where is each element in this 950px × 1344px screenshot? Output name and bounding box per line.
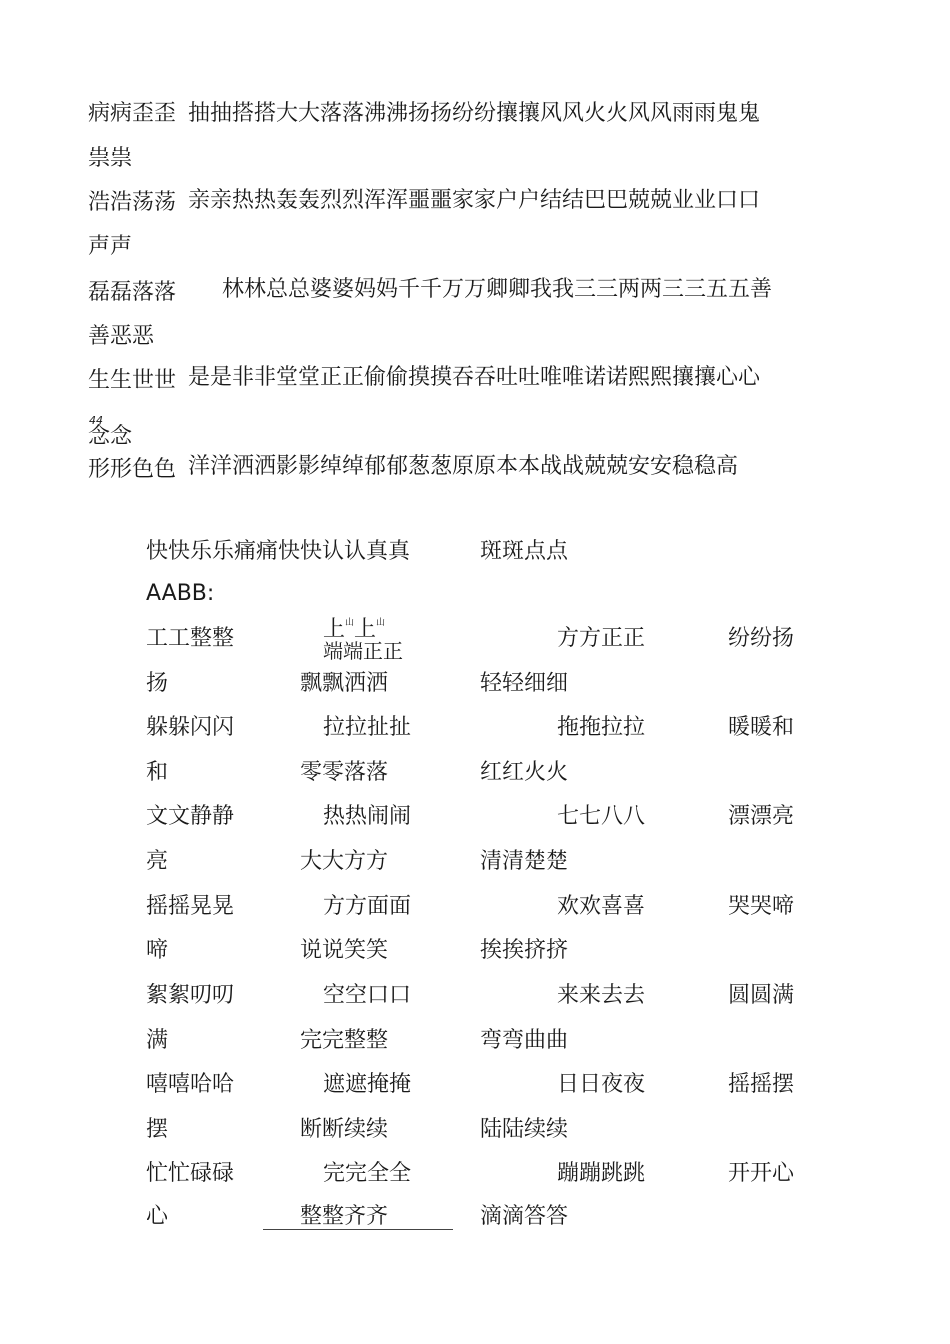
idiom-cell: 摆 <box>146 1117 169 1142</box>
idiom-cell: 啼 <box>146 938 169 963</box>
idiom-group-right: 是是非非堂堂正正偷偷摸摸吞吞吐吐唯唯诺诺熙熙攘攘心心 <box>188 365 761 390</box>
idiom-cell: 七七八八 <box>557 804 646 829</box>
idiom-cell: 和 <box>146 760 169 785</box>
idiom-cell: 漂漂亮 <box>728 804 795 829</box>
idiom-cell: 热热闹闹 <box>323 804 412 829</box>
idiom-cell: 蹦蹦跳跳 <box>557 1161 646 1186</box>
idiom-group-left: 生生世世 <box>88 368 177 393</box>
garbled-glyph: 上 <box>354 617 377 642</box>
idiom-cell: 零零落落 <box>300 760 389 785</box>
idiom-cell: 嘻嘻哈哈 <box>146 1072 235 1097</box>
idiom-cell: 拖拖拉拉 <box>557 715 646 740</box>
idiom-cell: 絮絮叨叨 <box>146 983 235 1008</box>
idiom-cell: 暖暖和 <box>728 715 795 740</box>
idiom-cell: 圆圆满 <box>728 983 795 1008</box>
idiom-cell: 来来去去 <box>557 983 646 1008</box>
garbled-text: 端端正正 <box>323 639 403 663</box>
idiom-group-left: 病病歪歪 <box>88 101 177 126</box>
idiom-group-continuation: 祟祟 <box>88 146 133 171</box>
idiom-group-right: 亲亲热热轰轰烈烈浑浑噩噩家家户户结结巴巴兢兢业业口口 <box>188 188 761 213</box>
idiom-cell: 忙忙碌碌 <box>146 1161 235 1186</box>
idiom-cell: 满 <box>146 1028 169 1053</box>
intro-idioms-extra: 斑斑点点 <box>480 539 569 564</box>
idiom-cell: 断断续续 <box>300 1117 389 1142</box>
idiom-group-continuation: 善恶恶 <box>88 324 155 349</box>
idiom-cell: 欢欢喜喜 <box>557 894 646 919</box>
idiom-group-right: 林林总总婆婆妈妈千千万万卿卿我我三三两两三三五五善 <box>222 277 773 302</box>
idiom-cell: 方方面面 <box>323 894 412 919</box>
idiom-cell: 哭哭啼 <box>728 894 795 919</box>
idiom-cell: 弯弯曲曲 <box>480 1028 569 1053</box>
idiom-cell: 工工整整 <box>146 626 235 651</box>
idiom-cell: 遮遮掩掩 <box>323 1072 412 1097</box>
footnote-mark: 44 <box>89 414 103 427</box>
idiom-cell: 整整齐齐 <box>300 1204 389 1229</box>
idiom-cell: 说说笑笑 <box>300 938 389 963</box>
idiom-cell: 完完整整 <box>300 1028 389 1053</box>
intro-idioms: 快快乐乐痛痛快快认认真真 <box>146 539 411 564</box>
idiom-group-left: 浩浩荡荡 <box>88 190 177 215</box>
idiom-cell: 摇摇摆 <box>728 1072 795 1097</box>
idiom-group-continuation: 念念 <box>88 424 133 449</box>
idiom-cell: 亮 <box>146 849 169 874</box>
pattern-label: AABB: <box>146 581 215 606</box>
garbled-glyph: 上 <box>323 617 346 642</box>
idiom-cell: 日日夜夜 <box>557 1072 646 1097</box>
idiom-cell: 文文静静 <box>146 804 235 829</box>
idiom-cell: 陆陆续续 <box>480 1117 569 1142</box>
underline-rule <box>263 1229 453 1230</box>
idiom-cell: 扬 <box>146 671 169 696</box>
idiom-cell: 清清楚楚 <box>480 849 569 874</box>
garbled-glyph-small: 山 <box>345 618 355 628</box>
idiom-cell: 空空口口 <box>323 983 412 1008</box>
idiom-group-right: 抽抽搭搭大大落落沸沸扬扬纷纷攘攘风风火火风风雨雨鬼鬼 <box>188 101 761 126</box>
idiom-cell: 大大方方 <box>300 849 389 874</box>
idiom-group-continuation: 声声 <box>88 234 133 259</box>
idiom-cell: 红红火火 <box>480 760 569 785</box>
idiom-cell: 完完全全 <box>323 1161 412 1186</box>
idiom-cell: 心 <box>146 1204 169 1229</box>
idiom-cell: 方方正正 <box>557 626 646 651</box>
idiom-cell: 飘飘洒洒 <box>300 671 389 696</box>
idiom-cell: 摇摇晃晃 <box>146 894 235 919</box>
idiom-group-left: 形形色色 <box>88 457 177 482</box>
idiom-cell: 躲躲闪闪 <box>146 715 235 740</box>
idiom-group-left: 磊磊落落 <box>88 280 177 305</box>
idiom-cell: 拉拉扯扯 <box>323 715 412 740</box>
idiom-cell: 开开心 <box>728 1161 795 1186</box>
idiom-cell: 轻轻细细 <box>480 671 569 696</box>
idiom-cell: 滴滴答答 <box>480 1204 569 1229</box>
garbled-glyph-cluster <box>323 619 385 641</box>
idiom-group-right: 洋洋洒洒影影绰绰郁郁葱葱原原本本战战兢兢安安稳稳高 <box>188 454 739 479</box>
idiom-cell: 挨挨挤挤 <box>480 938 569 963</box>
idiom-cell: 纷纷扬 <box>728 626 795 651</box>
garbled-glyph-small: 山 <box>376 618 386 628</box>
